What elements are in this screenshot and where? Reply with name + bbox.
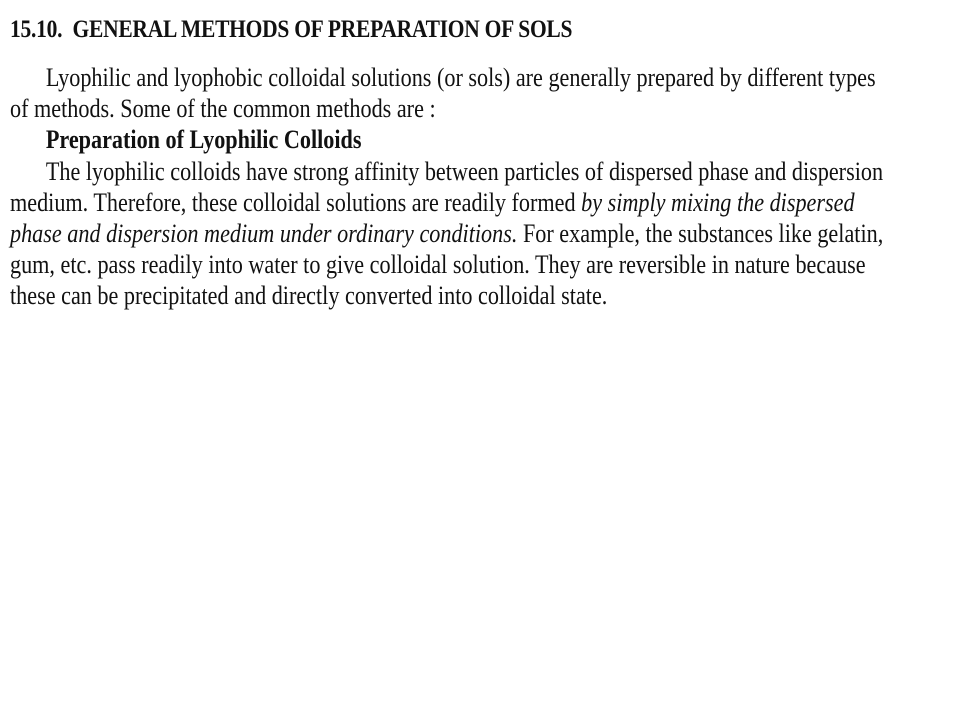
paragraph-line-5: these can be precipitated and directly converted into colloidal state. bbox=[10, 281, 608, 311]
paragraph-line-3 bbox=[10, 218, 940, 249]
paragraph-line-4: gum, etc. pass readily into water to give colloidal solution. They are reversible in nature because bbox=[10, 250, 866, 280]
body-text bbox=[10, 62, 940, 312]
paragraph-line-2 bbox=[10, 187, 940, 218]
paragraph-line-3-plain: For example, the substances like gelatin, bbox=[517, 218, 884, 248]
subsection-title: Preparation of Lyophilic Colloids bbox=[45, 125, 362, 155]
section-number: 15.10. bbox=[10, 16, 63, 43]
paragraph-line-1: The lyophilic colloids have strong affinity between particles of dispersed phase and dispersion bbox=[45, 156, 884, 186]
section-title: GENERAL METHODS OF PREPARATION OF SOLS bbox=[72, 16, 573, 43]
paragraph-line-2-plain: medium. Therefore, these colloidal solutions are readily formed bbox=[10, 187, 582, 217]
paragraph-line-3-italic: phase and dispersion medium under ordinary conditions. bbox=[10, 218, 518, 248]
section-heading bbox=[10, 16, 572, 44]
intro-line-2: of methods. Some of the common methods are : bbox=[10, 94, 436, 124]
intro-line-1: Lyophilic and lyophobic colloidal solutions (or sols) are generally prepared by different types bbox=[45, 63, 876, 92]
paragraph-line-2-italic: by simply mixing the dispersed bbox=[581, 187, 855, 217]
